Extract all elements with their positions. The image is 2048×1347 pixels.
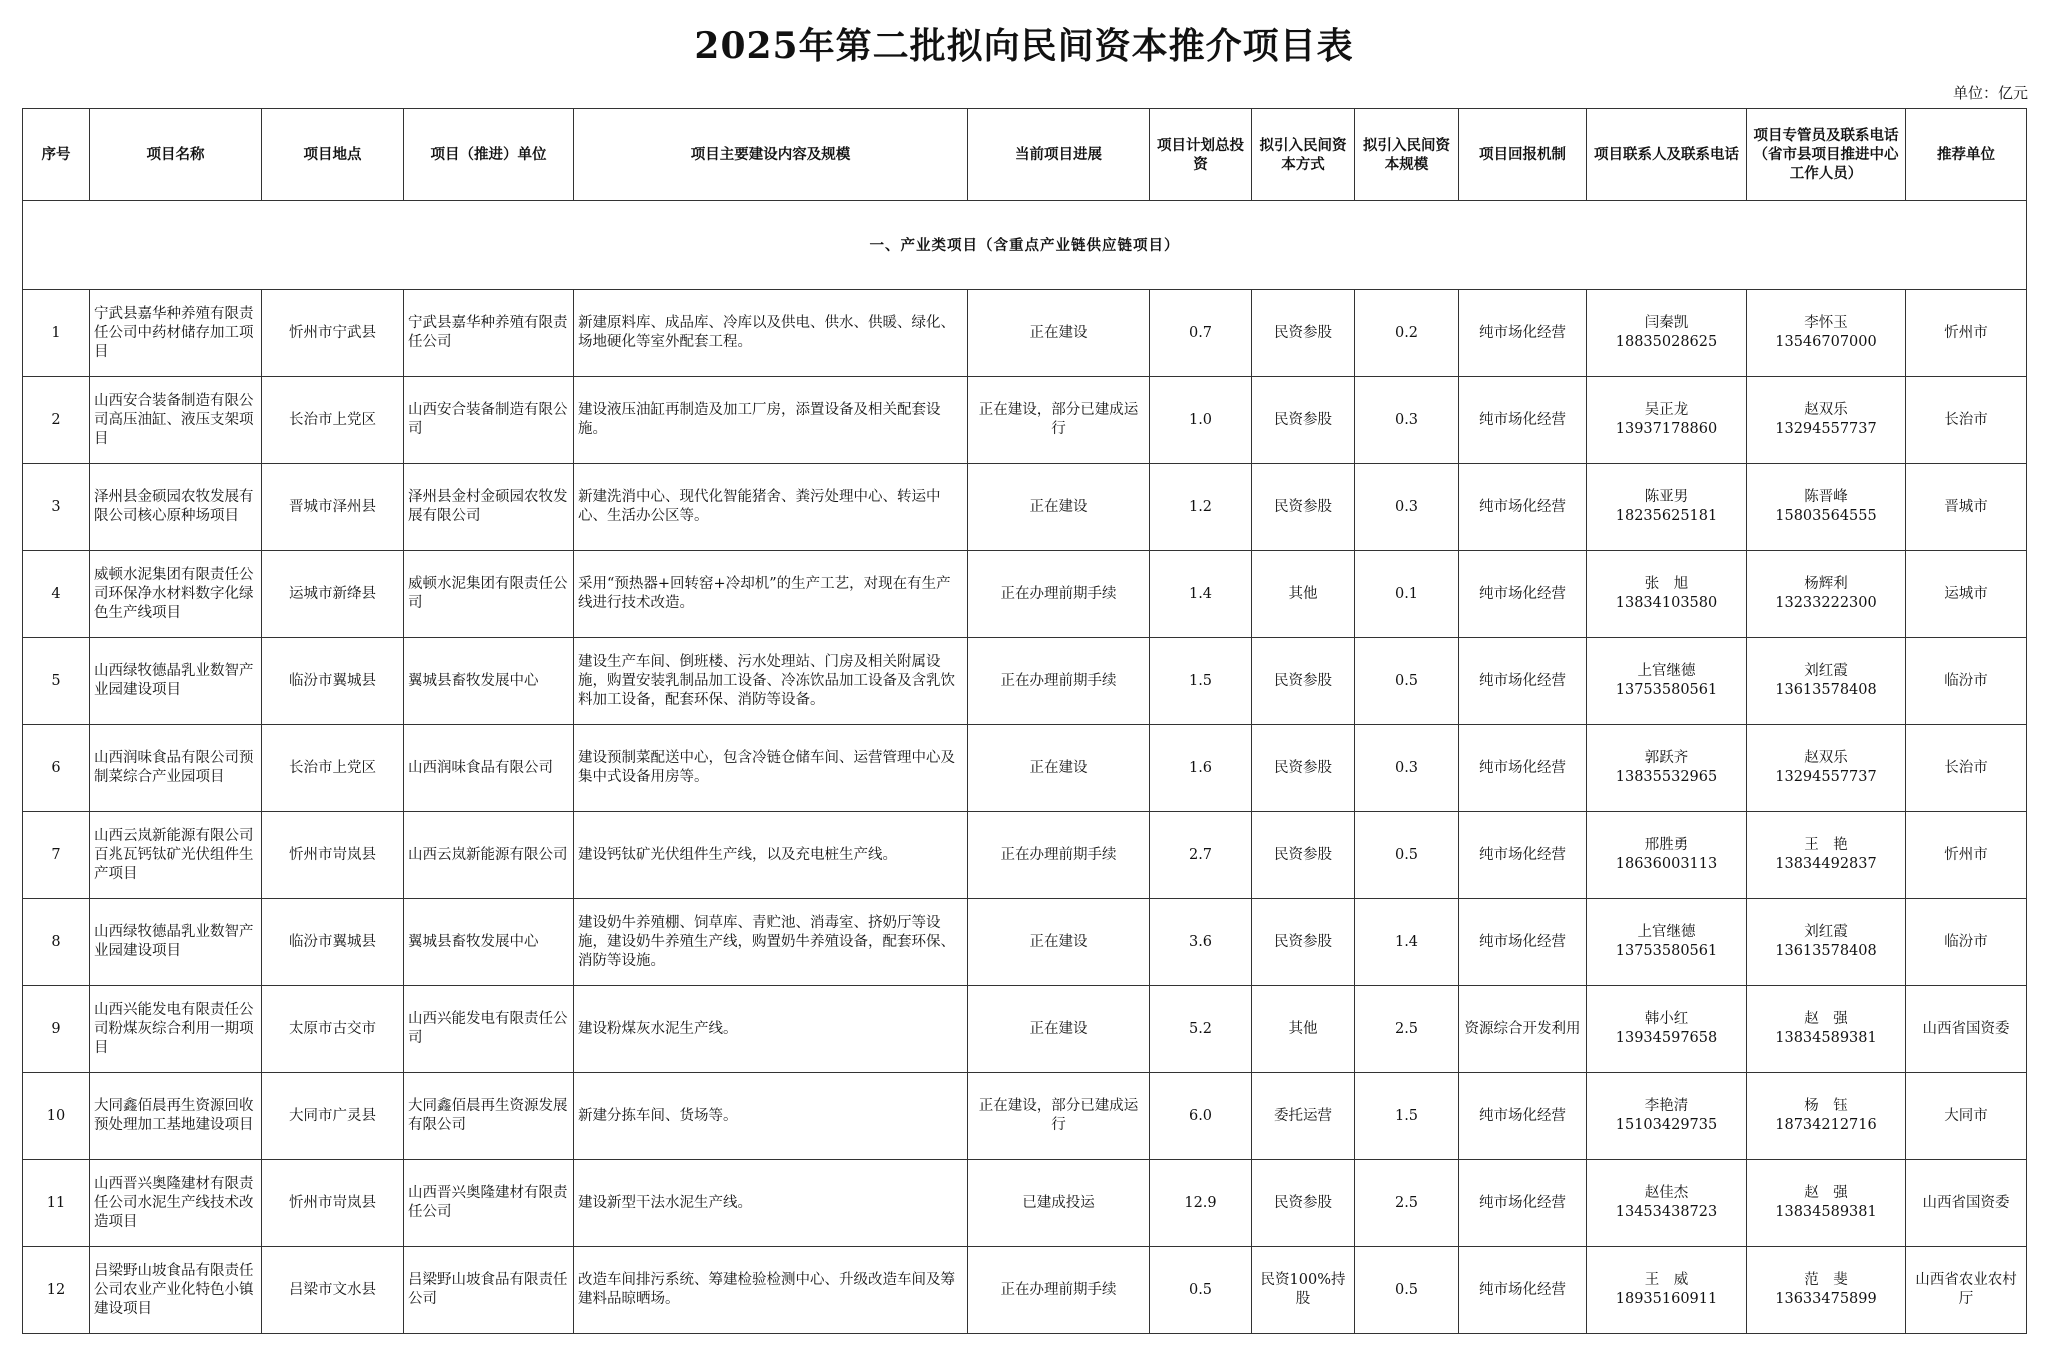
cell-manager — [1747, 986, 1906, 1073]
cell-recommender: 山西省农业农村厅 — [1906, 1247, 2027, 1334]
cell-progress: 正在建设，部分已建成运行 — [968, 377, 1150, 464]
cell-content: 新建原料库、成品库、冷库以及供电、供水、供暖、绿化、场地硬化等室外配套工程。 — [574, 290, 968, 377]
contact-name: 上官继德 — [1637, 663, 1696, 679]
unit-note: 单位：亿元 — [1952, 84, 2028, 102]
cell-scale: 0.5 — [1355, 812, 1459, 899]
cell-investment: 1.0 — [1150, 377, 1252, 464]
table-row — [23, 1247, 2027, 1334]
cell-recommender: 临汾市 — [1906, 638, 2027, 725]
cell-investment: 1.5 — [1150, 638, 1252, 725]
cell-recommender: 长治市 — [1906, 725, 2027, 812]
cell-mode: 民资100%持股 — [1252, 1247, 1355, 1334]
cell-content: 建设预制菜配送中心，包含冷链仓储车间、运营管理中心及集中式设备用房等。 — [574, 725, 968, 812]
cell-no: 7 — [23, 812, 90, 899]
cell-name: 山西云岚新能源有限公司百兆瓦钙钛矿光伏组件生产项目 — [90, 812, 262, 899]
cell-recommender: 山西省国资委 — [1906, 986, 2027, 1073]
cell-name: 宁武县嘉华种养殖有限责任公司中药材储存加工项目 — [90, 290, 262, 377]
cell-return: 纯市场化经营 — [1459, 899, 1587, 986]
contact-phone: 15103429735 — [1615, 1117, 1718, 1133]
cell-location: 忻州市岢岚县 — [262, 1160, 404, 1247]
cell-return: 纯市场化经营 — [1459, 1247, 1587, 1334]
manager-phone: 13294557737 — [1775, 421, 1877, 437]
cell-mode: 民资参股 — [1252, 290, 1355, 377]
cell-location: 吕梁市文水县 — [262, 1247, 404, 1334]
cell-contact — [1587, 1247, 1747, 1334]
cell-location: 忻州市宁武县 — [262, 290, 404, 377]
cell-location: 太原市古交市 — [262, 986, 404, 1073]
cell-manager — [1747, 899, 1906, 986]
manager-name: 李怀玉 — [1804, 315, 1848, 331]
cell-progress: 正在建设 — [968, 290, 1150, 377]
cell-investment: 6.0 — [1150, 1073, 1252, 1160]
cell-return: 纯市场化经营 — [1459, 464, 1587, 551]
contact-phone: 13834103580 — [1615, 595, 1718, 611]
cell-progress: 正在建设 — [968, 464, 1150, 551]
contact-phone: 18835028625 — [1615, 334, 1718, 350]
cell-name: 吕梁野山坡食品有限责任公司农业产业化特色小镇建设项目 — [90, 1247, 262, 1334]
header-location: 项目地点 — [262, 109, 404, 201]
cell-mode: 民资参股 — [1252, 638, 1355, 725]
cell-name: 山西晋兴奥隆建材有限责任公司水泥生产线技术改造项目 — [90, 1160, 262, 1247]
manager-phone: 13294557737 — [1775, 769, 1877, 785]
cell-mode: 民资参股 — [1252, 464, 1355, 551]
cell-recommender: 运城市 — [1906, 551, 2027, 638]
cell-progress: 正在办理前期手续 — [968, 1247, 1150, 1334]
contact-name: 闫秦凯 — [1644, 315, 1689, 331]
header-investment: 项目计划总投资 — [1150, 109, 1252, 201]
manager-name: 赵双乐 — [1804, 402, 1848, 418]
cell-no: 4 — [23, 551, 90, 638]
header-mode: 拟引入民间资本方式 — [1252, 109, 1355, 201]
cell-progress: 正在办理前期手续 — [968, 551, 1150, 638]
cell-unit: 吕梁野山坡食品有限责任公司 — [404, 1247, 574, 1334]
cell-unit: 山西云岚新能源有限公司 — [404, 812, 574, 899]
cell-contact — [1587, 1160, 1747, 1247]
cell-recommender: 晋城市 — [1906, 464, 2027, 551]
cell-investment: 0.5 — [1150, 1247, 1252, 1334]
cell-contact — [1587, 899, 1747, 986]
cell-contact — [1587, 290, 1747, 377]
table-row — [23, 551, 2027, 638]
contact-phone: 13453438723 — [1615, 1204, 1718, 1220]
cell-no: 8 — [23, 899, 90, 986]
cell-mode: 民资参股 — [1252, 899, 1355, 986]
contact-name: 郭跃齐 — [1644, 750, 1689, 766]
table-row — [23, 464, 2027, 551]
manager-phone: 13613578408 — [1775, 943, 1877, 959]
table-row — [23, 1073, 2027, 1160]
cell-content: 建设钙钛矿光伏组件生产线，以及充电桩生产线。 — [574, 812, 968, 899]
cell-progress: 正在建设 — [968, 725, 1150, 812]
cell-progress: 正在办理前期手续 — [968, 638, 1150, 725]
cell-manager — [1747, 290, 1906, 377]
cell-return: 纯市场化经营 — [1459, 1073, 1587, 1160]
cell-no: 6 — [23, 725, 90, 812]
cell-contact — [1587, 551, 1747, 638]
cell-return: 纯市场化经营 — [1459, 1160, 1587, 1247]
cell-investment: 1.2 — [1150, 464, 1252, 551]
manager-phone: 13834492837 — [1775, 856, 1877, 872]
cell-manager — [1747, 812, 1906, 899]
cell-mode: 委托运营 — [1252, 1073, 1355, 1160]
cell-unit: 山西兴能发电有限责任公司 — [404, 986, 574, 1073]
manager-name: 刘红霞 — [1804, 924, 1848, 940]
table-row — [23, 899, 2027, 986]
cell-investment: 1.4 — [1150, 551, 1252, 638]
cell-mode: 民资参股 — [1252, 1160, 1355, 1247]
cell-content: 新建分拣车间、货场等。 — [574, 1073, 968, 1160]
cell-unit: 泽州县金村金硕园农牧发展有限公司 — [404, 464, 574, 551]
cell-manager — [1747, 1073, 1906, 1160]
contact-phone: 13934597658 — [1615, 1030, 1718, 1046]
table-row — [23, 290, 2027, 377]
manager-name: 杨辉利 — [1804, 576, 1848, 592]
cell-manager — [1747, 1160, 1906, 1247]
cell-content: 新建洗消中心、现代化智能猪舍、粪污处理中心、转运中心、生活办公区等。 — [574, 464, 968, 551]
contact-phone: 13937178860 — [1615, 421, 1718, 437]
cell-investment: 3.6 — [1150, 899, 1252, 986]
cell-return: 纯市场化经营 — [1459, 638, 1587, 725]
cell-scale: 1.4 — [1355, 899, 1459, 986]
table-row — [23, 725, 2027, 812]
cell-name: 山西绿牧德晶乳业数智产业园建设项目 — [90, 638, 262, 725]
cell-manager — [1747, 551, 1906, 638]
cell-scale: 0.3 — [1355, 725, 1459, 812]
cell-investment: 12.9 — [1150, 1160, 1252, 1247]
section-title: 一、产业类项目（含重点产业链供应链项目） — [23, 201, 2027, 290]
cell-unit: 山西润味食品有限公司 — [404, 725, 574, 812]
cell-unit: 翼城县畜牧发展中心 — [404, 899, 574, 986]
cell-no: 3 — [23, 464, 90, 551]
cell-unit: 大同鑫佰晨再生资源发展有限公司 — [404, 1073, 574, 1160]
cell-mode: 民资参股 — [1252, 725, 1355, 812]
cell-scale: 0.3 — [1355, 377, 1459, 464]
cell-content: 建设粉煤灰水泥生产线。 — [574, 986, 968, 1073]
cell-no: 2 — [23, 377, 90, 464]
contact-name: 李艳清 — [1644, 1098, 1689, 1114]
cell-scale: 2.5 — [1355, 1160, 1459, 1247]
cell-no: 12 — [23, 1247, 90, 1334]
manager-name: 杨 钰 — [1804, 1098, 1848, 1114]
cell-scale: 2.5 — [1355, 986, 1459, 1073]
cell-manager — [1747, 377, 1906, 464]
cell-unit: 山西安合装备制造有限公司 — [404, 377, 574, 464]
header-name: 项目名称 — [90, 109, 262, 201]
header-no: 序号 — [23, 109, 90, 201]
cell-scale: 0.1 — [1355, 551, 1459, 638]
cell-contact — [1587, 377, 1747, 464]
cell-recommender: 长治市 — [1906, 377, 2027, 464]
cell-contact — [1587, 464, 1747, 551]
cell-recommender: 临汾市 — [1906, 899, 2027, 986]
manager-phone: 13546707000 — [1775, 334, 1877, 350]
project-table — [22, 108, 2027, 1334]
manager-phone: 13633475899 — [1775, 1291, 1877, 1307]
cell-mode: 其他 — [1252, 551, 1355, 638]
manager-name: 王 艳 — [1804, 837, 1848, 853]
cell-scale: 0.3 — [1355, 464, 1459, 551]
cell-location: 长治市上党区 — [262, 725, 404, 812]
manager-phone: 13233222300 — [1775, 595, 1877, 611]
table-row — [23, 1160, 2027, 1247]
cell-no: 1 — [23, 290, 90, 377]
contact-phone: 13753580561 — [1615, 682, 1718, 698]
contact-name: 陈亚男 — [1644, 489, 1689, 505]
cell-mode: 民资参股 — [1252, 377, 1355, 464]
cell-manager — [1747, 725, 1906, 812]
cell-return: 纯市场化经营 — [1459, 725, 1587, 812]
cell-recommender: 忻州市 — [1906, 812, 2027, 899]
cell-no: 11 — [23, 1160, 90, 1247]
table-row — [23, 812, 2027, 899]
cell-unit: 宁武县嘉华种养殖有限责任公司 — [404, 290, 574, 377]
contact-name: 韩小红 — [1644, 1011, 1689, 1027]
cell-name: 山西兴能发电有限责任公司粉煤灰综合利用一期项目 — [90, 986, 262, 1073]
manager-name: 赵 强 — [1804, 1011, 1848, 1027]
contact-name: 邢胜勇 — [1644, 837, 1689, 853]
section-row — [23, 201, 2027, 290]
header-content: 项目主要建设内容及规模 — [574, 109, 968, 201]
cell-contact — [1587, 725, 1747, 812]
header-row — [23, 109, 2027, 201]
cell-location: 忻州市岢岚县 — [262, 812, 404, 899]
cell-progress: 正在建设 — [968, 899, 1150, 986]
manager-phone: 18734212716 — [1775, 1117, 1877, 1133]
cell-recommender: 忻州市 — [1906, 290, 2027, 377]
cell-location: 晋城市泽州县 — [262, 464, 404, 551]
document-title: 2025年第二批拟向民间资本推介项目表 — [694, 25, 1354, 67]
cell-return: 纯市场化经营 — [1459, 551, 1587, 638]
cell-scale: 0.5 — [1355, 1247, 1459, 1334]
header-scale: 拟引入民间资本规模 — [1355, 109, 1459, 201]
cell-no: 10 — [23, 1073, 90, 1160]
cell-content: 建设奶牛养殖棚、饲草库、青贮池、消毒室、挤奶厅等设施，建设奶牛养殖生产线，购置奶牛养殖设备，配套环保、消防等设施。 — [574, 899, 968, 986]
cell-recommender: 大同市 — [1906, 1073, 2027, 1160]
cell-manager — [1747, 1247, 1906, 1334]
cell-progress: 正在建设，部分已建成运行 — [968, 1073, 1150, 1160]
cell-manager — [1747, 638, 1906, 725]
manager-phone: 15803564555 — [1775, 508, 1877, 524]
manager-phone: 13613578408 — [1775, 682, 1877, 698]
cell-content: 采用“预热器+回转窑+冷却机”的生产工艺，对现在有生产线进行技术改造。 — [574, 551, 968, 638]
header-contact: 项目联系人及联系电话 — [1587, 109, 1747, 201]
cell-location: 运城市新绛县 — [262, 551, 404, 638]
cell-location: 临汾市翼城县 — [262, 899, 404, 986]
cell-name: 山西绿牧德晶乳业数智产业园建设项目 — [90, 899, 262, 986]
cell-progress: 已建成投运 — [968, 1160, 1150, 1247]
manager-name: 范 斐 — [1804, 1272, 1848, 1288]
cell-contact — [1587, 1073, 1747, 1160]
manager-name: 陈晋峰 — [1804, 489, 1848, 505]
contact-phone: 13835532965 — [1615, 769, 1718, 785]
cell-investment: 1.6 — [1150, 725, 1252, 812]
contact-phone: 18235625181 — [1615, 508, 1718, 524]
cell-name: 泽州县金硕园农牧发展有限公司核心原种场项目 — [90, 464, 262, 551]
cell-mode: 其他 — [1252, 986, 1355, 1073]
manager-name: 刘红霞 — [1804, 663, 1848, 679]
header-progress: 当前项目进展 — [968, 109, 1150, 201]
manager-phone: 13834589381 — [1775, 1204, 1877, 1220]
cell-progress: 正在建设 — [968, 986, 1150, 1073]
cell-location: 长治市上党区 — [262, 377, 404, 464]
cell-return: 资源综合开发利用 — [1459, 986, 1587, 1073]
cell-unit: 翼城县畜牧发展中心 — [404, 638, 574, 725]
cell-mode: 民资参股 — [1252, 812, 1355, 899]
table-body — [23, 201, 2027, 1334]
contact-name: 上官继德 — [1637, 924, 1696, 940]
cell-content: 建设液压油缸再制造及加工厂房，添置设备及相关配套设施。 — [574, 377, 968, 464]
contact-phone: 18935160911 — [1615, 1291, 1718, 1307]
cell-name: 威顿水泥集团有限责任公司环保净水材料数字化绿色生产线项目 — [90, 551, 262, 638]
cell-no: 9 — [23, 986, 90, 1073]
manager-phone: 13834589381 — [1775, 1030, 1877, 1046]
cell-name: 大同鑫佰晨再生资源回收预处理加工基地建设项目 — [90, 1073, 262, 1160]
cell-recommender: 山西省国资委 — [1906, 1160, 2027, 1247]
cell-return: 纯市场化经营 — [1459, 377, 1587, 464]
header-recommender: 推荐单位 — [1906, 109, 2027, 201]
table-row — [23, 986, 2027, 1073]
cell-investment: 0.7 — [1150, 290, 1252, 377]
cell-unit: 山西晋兴奥隆建材有限责任公司 — [404, 1160, 574, 1247]
cell-location: 大同市广灵县 — [262, 1073, 404, 1160]
table-row — [23, 638, 2027, 725]
cell-manager — [1747, 464, 1906, 551]
cell-progress: 正在办理前期手续 — [968, 812, 1150, 899]
contact-name: 张 旭 — [1644, 576, 1689, 592]
cell-contact — [1587, 638, 1747, 725]
header-manager: 项目专管员及联系电话（省市县项目推进中心工作人员） — [1747, 109, 1906, 201]
cell-contact — [1587, 986, 1747, 1073]
cell-name: 山西安合装备制造有限公司高压油缸、液压支架项目 — [90, 377, 262, 464]
cell-return: 纯市场化经营 — [1459, 290, 1587, 377]
cell-investment: 2.7 — [1150, 812, 1252, 899]
contact-name: 吴正龙 — [1644, 402, 1689, 418]
cell-content: 改造车间排污系统、筹建检验检测中心、升级改造车间及筹建料品晾晒场。 — [574, 1247, 968, 1334]
cell-content: 建设新型干法水泥生产线。 — [574, 1160, 968, 1247]
cell-name: 山西润味食品有限公司预制菜综合产业园项目 — [90, 725, 262, 812]
cell-unit: 威顿水泥集团有限责任公司 — [404, 551, 574, 638]
cell-return: 纯市场化经营 — [1459, 812, 1587, 899]
cell-no: 5 — [23, 638, 90, 725]
header-unit: 项目（推进）单位 — [404, 109, 574, 201]
header-return: 项目回报机制 — [1459, 109, 1587, 201]
manager-name: 赵双乐 — [1804, 750, 1848, 766]
cell-scale: 0.5 — [1355, 638, 1459, 725]
contact-phone: 18636003113 — [1615, 856, 1718, 872]
contact-phone: 13753580561 — [1615, 943, 1718, 959]
cell-investment: 5.2 — [1150, 986, 1252, 1073]
contact-name: 赵佳杰 — [1644, 1185, 1689, 1201]
cell-contact — [1587, 812, 1747, 899]
cell-scale: 0.2 — [1355, 290, 1459, 377]
cell-content: 建设生产车间、倒班楼、污水处理站、门房及相关附属设施，购置安装乳制品加工设备、冷冻饮品加工设备及含乳饮料加工设备，配套环保、消防等设备。 — [574, 638, 968, 725]
cell-scale: 1.5 — [1355, 1073, 1459, 1160]
contact-name: 王 威 — [1644, 1272, 1689, 1288]
manager-name: 赵 强 — [1804, 1185, 1848, 1201]
table-row — [23, 377, 2027, 464]
cell-location: 临汾市翼城县 — [262, 638, 404, 725]
